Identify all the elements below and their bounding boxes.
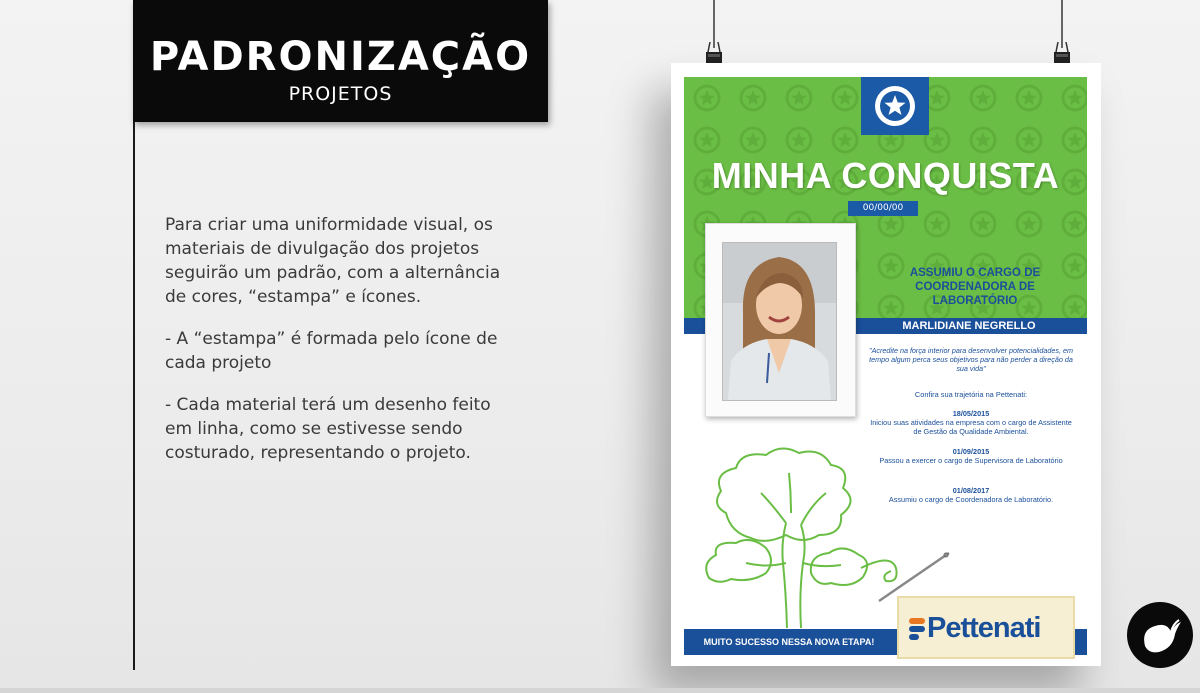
page-subtitle: PROJETOS [288, 83, 393, 105]
milestone-text: Assumiu o cargo de Coordenadora de Laboratório. [888, 495, 1054, 504]
company-logo [897, 596, 1075, 659]
employee-name: MARLIDIANE NEGRELLO [902, 320, 1036, 332]
bottom-edge [0, 688, 1200, 693]
milestone-text: Iniciou suas atividades na empresa com o cargo de Assistente de Gestão da Qualidade Ambiental. [870, 418, 1072, 436]
hanging-wire-right [1061, 0, 1063, 48]
milestone-text: Passou a exercer o cargo de Supervisora de Laboratório [879, 456, 1063, 465]
milestone-date: 01/08/2017 [952, 486, 990, 495]
milestone-item [866, 409, 1076, 436]
paragraph-pattern: - A “estampa” é formada pelo ícone de cada projeto [165, 329, 498, 373]
hanging-wire-left [713, 0, 715, 48]
poster-date: 00/00/00 [848, 201, 918, 216]
photo-frame [705, 223, 856, 417]
inspirational-quote: "Acredite na força interior para desenvolver potencialidades, em tempo algum perca seus objetivos para não perder a direção da sua vida" [869, 346, 1073, 373]
pettenati-mark-icon [909, 616, 927, 640]
footer-message: MUITO SUCESSO NESSA NOVA ETAPA! [703, 637, 875, 647]
poster-title: MINHA CONQUISTA [711, 155, 1060, 196]
achievement-poster [671, 63, 1101, 666]
milestone-date: 18/05/2015 [952, 409, 990, 418]
paragraph-drawing: - Cada material terá um desenho feito em linha, como se estivesse sendo costurado, representando o projeto. [165, 395, 491, 463]
paragraph-intro: Para criar uma uniformidade visual, os materiais de divulgação dos projetos seguirão um padrão, com a alternância de cores, “estampa” e ícones. [165, 215, 501, 307]
description-text [165, 213, 505, 483]
page-title: PADRONIZAÇÃO [149, 34, 532, 80]
milestone-date: 01/09/2015 [952, 447, 990, 456]
star-badge-icon [861, 77, 929, 135]
title-banner [133, 0, 548, 122]
employee-photo [722, 242, 837, 401]
pepper-logo-icon [1127, 602, 1193, 668]
career-intro: Confira sua trajetória na Pettenati: [914, 390, 1028, 399]
logo-wordmark: Pettenati [927, 612, 1041, 644]
position-title: ASSUMIU O CARGO DE COORDENADORA DE LABORATÓRIO [909, 267, 1041, 307]
